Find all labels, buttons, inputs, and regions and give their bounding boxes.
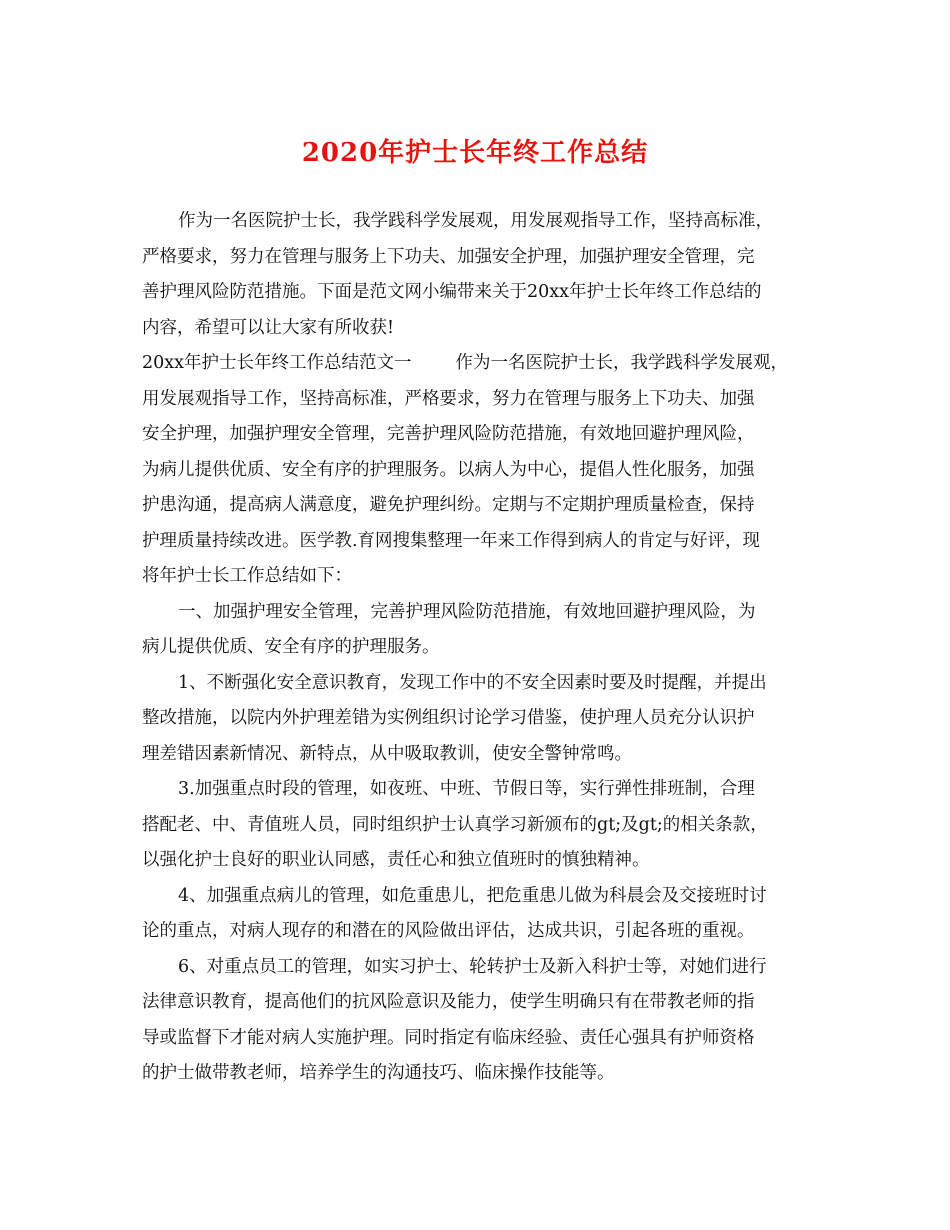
text-line: 为病儿提供优质、安全有序的护理服务。以病人为中心，提倡人性化服务，加强: [142, 459, 755, 480]
text-line: 将年护士长工作总结如下：: [142, 566, 352, 586]
text-line: 内容，希望可以让大家有所收获!: [142, 317, 395, 338]
text-segment: 作为一名医院护士长，我学践科学发展观，: [455, 353, 789, 373]
text-line: 一、加强护理安全管理，完善护理风险防范措施，有效地回避护理风险，为: [178, 601, 756, 622]
text-line: 6、对重点员工的管理，如实习护士、轮转护士及新入科护士等，对她们进行: [178, 956, 767, 977]
text-line: 病儿提供优质、安全有序的护理服务。: [142, 637, 440, 657]
section-heading: 20xx年护士长年终工作总结范文一: [142, 353, 412, 373]
text-line: 3.加强重点时段的管理，如夜班、中班、节假日等，实行弹性排班制，合理: [178, 779, 755, 799]
text-line: 以强化护士良好的职业认同感，责任心和独立值班时的慎独精神。: [142, 850, 650, 870]
text-line: 4、加强重点病儿的管理，如危重患儿，把危重患儿做为科晨会及交接班时讨: [178, 885, 767, 906]
text-line: 论的重点，对病人现存的和潜在的风险做出评估，达成共识，引起各班的重视。: [142, 921, 755, 941]
text-line: 导或监督下才能对病人实施护理。同时指定有临床经验、责任心强具有护师资格: [142, 1027, 755, 1048]
text-line: 善护理风险防范措施。下面是范文网小编带来关于20xx年护士长年终工作总结的: [142, 282, 762, 302]
document-title: 2020年护士长年终工作总结: [301, 138, 649, 168]
document-body: [142, 204, 814, 1092]
text-line-with-heading: [142, 346, 814, 382]
text-line: 搭配老、中、青值班人员，同时组织护士认真学习新颁布的gt;及gt;的相关条款，: [142, 814, 768, 835]
text-line: 安全护理，加强护理安全管理，完善护理风险防范措施，有效地回避护理风险，: [142, 424, 755, 444]
text-line: 整改措施，以院内外护理差错为实例组织讨论学习借鉴，使护理人员充分认识护: [142, 708, 755, 728]
text-line: 法律意识教育，提高他们的抗风险意识及能力，使学生明确只有在带教老师的指: [142, 992, 755, 1012]
text-line: 作为一名医院护士长，我学践科学发展观，用发展观指导工作，坚持高标准，: [178, 211, 773, 231]
text-line: 理差错因素新情况、新特点，从中吸取教训，使安全警钟常鸣。: [142, 743, 632, 764]
text-line: 用发展观指导工作，坚持高标准，严格要求，努力在管理与服务上下功夫、加强: [142, 388, 755, 409]
text-line: 护患沟通，提高病人满意度，避免护理纠纷。定期与不定期护理质量检查，保持: [142, 495, 755, 515]
text-line: 1、不断强化安全意识教育，发现工作中的不安全因素时要及时提醒，并提出: [178, 672, 767, 693]
text-line: 护理质量持续改进。医学教.育网搜集整理一年来工作得到病人的肯定与好评，现: [142, 530, 761, 551]
text-line: 严格要求，努力在管理与服务上下功夫、加强安全护理，加强护理安全管理，完: [142, 246, 755, 267]
text-line: 的护士做带教老师，培养学生的沟通技巧、临床操作技能等。: [142, 1063, 615, 1083]
